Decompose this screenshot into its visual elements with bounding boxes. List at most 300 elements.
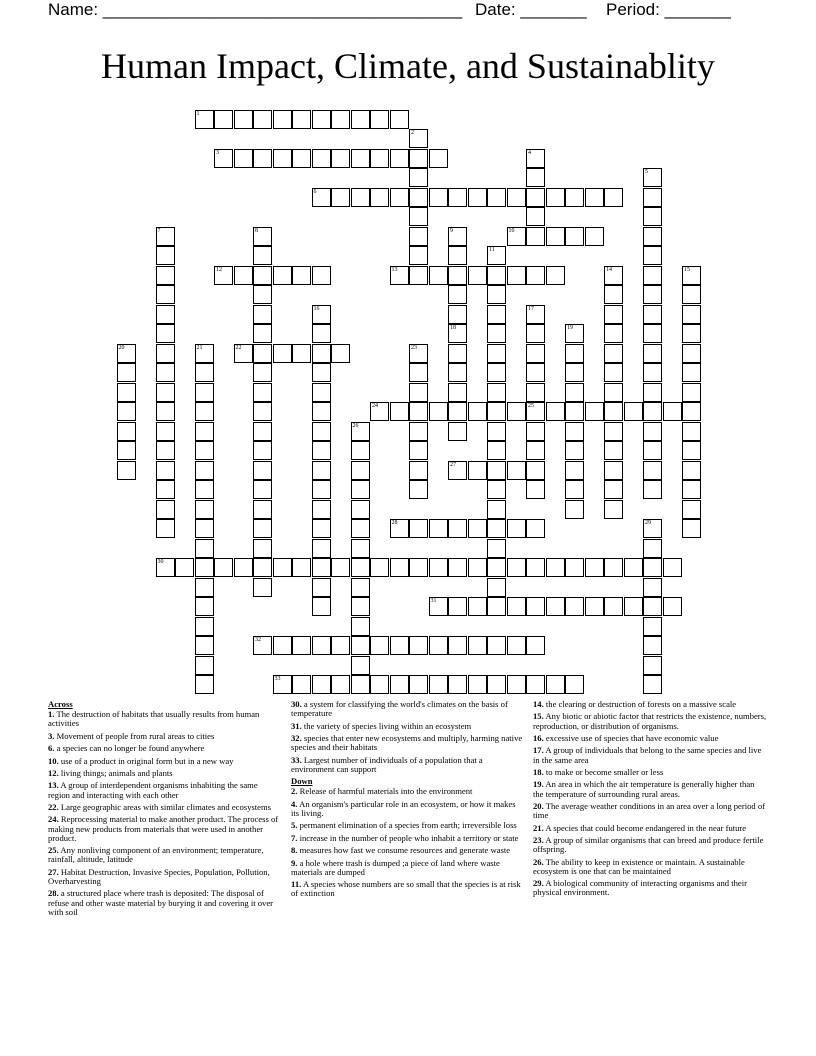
grid-cell[interactable] xyxy=(312,480,331,499)
grid-cell[interactable] xyxy=(487,188,506,207)
grid-cell[interactable] xyxy=(253,246,272,265)
grid-cell[interactable] xyxy=(604,480,623,499)
grid-cell[interactable] xyxy=(468,558,487,577)
grid-cell-13[interactable] xyxy=(390,266,409,285)
grid-cell[interactable] xyxy=(643,207,662,226)
grid-cell[interactable] xyxy=(565,558,584,577)
grid-cell[interactable] xyxy=(351,539,370,558)
grid-cell[interactable] xyxy=(526,675,545,694)
grid-cell[interactable] xyxy=(565,402,584,421)
grid-cell[interactable] xyxy=(156,402,175,421)
grid-cell[interactable] xyxy=(273,636,292,655)
grid-cell[interactable] xyxy=(663,558,682,577)
grid-cell[interactable] xyxy=(507,636,526,655)
grid-cell[interactable] xyxy=(682,519,701,538)
grid-cell[interactable] xyxy=(429,519,448,538)
grid-cell[interactable] xyxy=(351,149,370,168)
grid-cell[interactable] xyxy=(487,402,506,421)
grid-cell[interactable] xyxy=(292,344,311,363)
grid-cell[interactable] xyxy=(624,597,643,616)
grid-cell[interactable] xyxy=(175,558,194,577)
grid-cell[interactable] xyxy=(448,558,467,577)
grid-cell[interactable] xyxy=(253,383,272,402)
grid-cell[interactable] xyxy=(643,539,662,558)
grid-cell[interactable] xyxy=(409,149,428,168)
grid-cell[interactable] xyxy=(643,246,662,265)
grid-cell[interactable] xyxy=(351,597,370,616)
grid-cell[interactable] xyxy=(390,149,409,168)
grid-cell[interactable] xyxy=(409,519,428,538)
grid-cell[interactable] xyxy=(390,675,409,694)
grid-cell[interactable] xyxy=(448,266,467,285)
grid-cell-10[interactable] xyxy=(507,227,526,246)
grid-cell[interactable] xyxy=(292,110,311,129)
grid-cell[interactable] xyxy=(663,597,682,616)
grid-cell[interactable] xyxy=(156,305,175,324)
grid-cell[interactable] xyxy=(312,558,331,577)
grid-cell[interactable] xyxy=(487,266,506,285)
grid-cell[interactable] xyxy=(273,110,292,129)
grid-cell[interactable] xyxy=(312,461,331,480)
grid-cell[interactable] xyxy=(526,227,545,246)
grid-cell[interactable] xyxy=(526,597,545,616)
grid-cell[interactable] xyxy=(370,675,389,694)
grid-cell[interactable] xyxy=(448,422,467,441)
grid-cell[interactable] xyxy=(448,519,467,538)
grid-cell[interactable] xyxy=(312,344,331,363)
grid-cell[interactable] xyxy=(370,110,389,129)
grid-cell[interactable] xyxy=(429,188,448,207)
grid-cell[interactable] xyxy=(468,636,487,655)
grid-cell[interactable] xyxy=(390,402,409,421)
grid-cell[interactable] xyxy=(312,597,331,616)
grid-cell[interactable] xyxy=(526,324,545,343)
grid-cell[interactable] xyxy=(682,344,701,363)
grid-cell[interactable] xyxy=(468,675,487,694)
grid-cell[interactable] xyxy=(526,636,545,655)
grid-cell[interactable] xyxy=(214,558,233,577)
grid-cell[interactable] xyxy=(253,461,272,480)
grid-cell[interactable] xyxy=(312,441,331,460)
grid-cell[interactable] xyxy=(565,227,584,246)
grid-cell[interactable] xyxy=(331,558,350,577)
grid-cell[interactable] xyxy=(390,636,409,655)
grid-cell[interactable] xyxy=(468,266,487,285)
grid-cell[interactable] xyxy=(273,558,292,577)
grid-cell[interactable] xyxy=(487,383,506,402)
grid-cell[interactable] xyxy=(643,480,662,499)
grid-cell[interactable] xyxy=(643,285,662,304)
grid-cell[interactable] xyxy=(312,519,331,538)
grid-cell-31[interactable] xyxy=(429,597,448,616)
grid-cell[interactable] xyxy=(351,480,370,499)
grid-cell[interactable] xyxy=(507,188,526,207)
grid-cell[interactable] xyxy=(682,305,701,324)
grid-cell[interactable] xyxy=(156,266,175,285)
grid-cell[interactable] xyxy=(156,285,175,304)
grid-cell[interactable] xyxy=(351,461,370,480)
grid-cell[interactable] xyxy=(351,519,370,538)
grid-cell[interactable] xyxy=(351,500,370,519)
grid-cell[interactable] xyxy=(253,363,272,382)
grid-cell[interactable] xyxy=(409,227,428,246)
grid-cell[interactable] xyxy=(448,285,467,304)
grid-cell[interactable] xyxy=(565,441,584,460)
grid-cell[interactable] xyxy=(195,461,214,480)
grid-cell[interactable] xyxy=(487,305,506,324)
grid-cell[interactable] xyxy=(624,402,643,421)
grid-cell[interactable] xyxy=(234,266,253,285)
grid-cell[interactable] xyxy=(409,441,428,460)
grid-cell[interactable] xyxy=(331,110,350,129)
grid-cell[interactable] xyxy=(643,305,662,324)
grid-cell[interactable] xyxy=(253,500,272,519)
grid-cell[interactable] xyxy=(604,363,623,382)
grid-cell[interactable] xyxy=(604,461,623,480)
grid-cell[interactable] xyxy=(526,519,545,538)
grid-cell-1[interactable] xyxy=(195,110,214,129)
grid-cell[interactable] xyxy=(565,422,584,441)
grid-cell[interactable] xyxy=(409,636,428,655)
grid-cell[interactable] xyxy=(526,266,545,285)
grid-cell[interactable] xyxy=(448,636,467,655)
grid-cell[interactable] xyxy=(253,422,272,441)
grid-cell[interactable] xyxy=(253,324,272,343)
grid-cell-6[interactable] xyxy=(312,188,331,207)
grid-cell[interactable] xyxy=(565,383,584,402)
grid-cell[interactable] xyxy=(507,675,526,694)
grid-cell[interactable] xyxy=(429,675,448,694)
grid-cell[interactable] xyxy=(487,597,506,616)
grid-cell[interactable] xyxy=(526,422,545,441)
grid-cell[interactable] xyxy=(507,519,526,538)
grid-cell-26[interactable] xyxy=(351,422,370,441)
grid-cell[interactable] xyxy=(156,519,175,538)
grid-cell[interactable] xyxy=(312,266,331,285)
grid-cell[interactable] xyxy=(234,110,253,129)
grid-cell[interactable] xyxy=(292,558,311,577)
grid-cell[interactable] xyxy=(546,558,565,577)
grid-cell[interactable] xyxy=(253,480,272,499)
grid-cell-23[interactable] xyxy=(409,344,428,363)
grid-cell[interactable] xyxy=(682,402,701,421)
grid-cell[interactable] xyxy=(253,110,272,129)
grid-cell[interactable] xyxy=(468,519,487,538)
grid-cell[interactable] xyxy=(390,558,409,577)
grid-cell[interactable] xyxy=(565,363,584,382)
grid-cell[interactable] xyxy=(526,363,545,382)
grid-cell[interactable] xyxy=(526,188,545,207)
grid-cell[interactable] xyxy=(195,539,214,558)
grid-cell[interactable] xyxy=(409,168,428,187)
grid-cell-14[interactable] xyxy=(604,266,623,285)
grid-cell[interactable] xyxy=(312,636,331,655)
grid-cell[interactable] xyxy=(409,422,428,441)
grid-cell[interactable] xyxy=(117,461,136,480)
grid-cell[interactable] xyxy=(195,383,214,402)
grid-cell[interactable] xyxy=(214,110,233,129)
grid-cell[interactable] xyxy=(117,383,136,402)
grid-cell[interactable] xyxy=(351,188,370,207)
grid-cell[interactable] xyxy=(487,539,506,558)
grid-cell[interactable] xyxy=(156,324,175,343)
grid-cell[interactable] xyxy=(604,324,623,343)
grid-cell[interactable] xyxy=(409,480,428,499)
grid-cell[interactable] xyxy=(429,558,448,577)
grid-cell[interactable] xyxy=(643,402,662,421)
grid-cell[interactable] xyxy=(565,675,584,694)
grid-cell[interactable] xyxy=(682,480,701,499)
grid-cell[interactable] xyxy=(312,149,331,168)
grid-cell[interactable] xyxy=(565,461,584,480)
grid-cell[interactable] xyxy=(643,344,662,363)
grid-cell[interactable] xyxy=(507,266,526,285)
grid-cell[interactable] xyxy=(604,188,623,207)
grid-cell[interactable] xyxy=(604,441,623,460)
grid-cell[interactable] xyxy=(234,149,253,168)
grid-cell[interactable] xyxy=(565,188,584,207)
grid-cell[interactable] xyxy=(117,363,136,382)
grid-cell[interactable] xyxy=(585,227,604,246)
grid-cell[interactable] xyxy=(351,110,370,129)
grid-cell[interactable] xyxy=(643,383,662,402)
grid-cell[interactable] xyxy=(643,461,662,480)
grid-cell-18[interactable] xyxy=(448,324,467,343)
grid-cell[interactable] xyxy=(117,422,136,441)
grid-cell[interactable] xyxy=(273,149,292,168)
grid-cell[interactable] xyxy=(409,402,428,421)
grid-cell[interactable] xyxy=(565,480,584,499)
grid-cell[interactable] xyxy=(195,422,214,441)
grid-cell[interactable] xyxy=(487,285,506,304)
grid-cell[interactable] xyxy=(546,675,565,694)
grid-cell[interactable] xyxy=(546,188,565,207)
grid-cell[interactable] xyxy=(195,500,214,519)
grid-cell[interactable] xyxy=(448,188,467,207)
grid-cell[interactable] xyxy=(429,636,448,655)
grid-cell[interactable] xyxy=(156,461,175,480)
grid-cell[interactable] xyxy=(682,383,701,402)
grid-cell-33[interactable] xyxy=(273,675,292,694)
grid-cell[interactable] xyxy=(312,675,331,694)
grid-cell[interactable] xyxy=(643,597,662,616)
grid-cell[interactable] xyxy=(195,402,214,421)
grid-cell[interactable] xyxy=(643,266,662,285)
grid-cell[interactable] xyxy=(487,578,506,597)
grid-cell[interactable] xyxy=(312,363,331,382)
grid-cell[interactable] xyxy=(370,636,389,655)
grid-cell[interactable] xyxy=(409,266,428,285)
grid-cell[interactable] xyxy=(546,227,565,246)
grid-cell[interactable] xyxy=(468,188,487,207)
grid-cell[interactable] xyxy=(273,344,292,363)
grid-cell[interactable] xyxy=(468,597,487,616)
grid-cell[interactable] xyxy=(585,597,604,616)
grid-cell[interactable] xyxy=(526,344,545,363)
grid-cell[interactable] xyxy=(351,675,370,694)
grid-cell[interactable] xyxy=(253,344,272,363)
grid-cell[interactable] xyxy=(624,558,643,577)
grid-cell[interactable] xyxy=(565,500,584,519)
grid-cell[interactable] xyxy=(643,578,662,597)
grid-cell[interactable] xyxy=(682,363,701,382)
grid-cell[interactable] xyxy=(643,617,662,636)
grid-cell[interactable] xyxy=(604,402,623,421)
grid-cell[interactable] xyxy=(448,344,467,363)
grid-cell[interactable] xyxy=(643,441,662,460)
grid-cell[interactable] xyxy=(663,402,682,421)
grid-cell[interactable] xyxy=(370,188,389,207)
grid-cell[interactable] xyxy=(487,500,506,519)
grid-cell[interactable] xyxy=(682,285,701,304)
grid-cell[interactable] xyxy=(253,149,272,168)
grid-cell[interactable] xyxy=(156,344,175,363)
grid-cell[interactable] xyxy=(643,422,662,441)
grid-cell[interactable] xyxy=(487,324,506,343)
grid-cell[interactable] xyxy=(312,422,331,441)
grid-cell-17[interactable] xyxy=(526,305,545,324)
grid-cell[interactable] xyxy=(643,675,662,694)
grid-cell[interactable] xyxy=(643,324,662,343)
grid-cell-16[interactable] xyxy=(312,305,331,324)
grid-cell[interactable] xyxy=(448,402,467,421)
grid-cell[interactable] xyxy=(682,324,701,343)
grid-cell[interactable] xyxy=(546,266,565,285)
grid-cell[interactable] xyxy=(604,558,623,577)
grid-cell[interactable] xyxy=(682,422,701,441)
grid-cell[interactable] xyxy=(331,344,350,363)
grid-cell[interactable] xyxy=(468,402,487,421)
grid-cell[interactable] xyxy=(487,480,506,499)
grid-cell[interactable] xyxy=(253,558,272,577)
grid-cell-19[interactable] xyxy=(565,324,584,343)
grid-cell[interactable] xyxy=(156,441,175,460)
grid-cell-21[interactable] xyxy=(195,344,214,363)
grid-cell[interactable] xyxy=(429,402,448,421)
grid-cell[interactable] xyxy=(312,383,331,402)
grid-cell[interactable] xyxy=(156,246,175,265)
grid-cell[interactable] xyxy=(448,597,467,616)
grid-cell[interactable] xyxy=(253,578,272,597)
grid-cell-24[interactable] xyxy=(370,402,389,421)
grid-cell[interactable] xyxy=(448,305,467,324)
grid-cell[interactable] xyxy=(526,207,545,226)
grid-cell[interactable] xyxy=(682,441,701,460)
grid-cell-32[interactable] xyxy=(253,636,272,655)
grid-cell[interactable] xyxy=(487,344,506,363)
grid-cell[interactable] xyxy=(312,539,331,558)
grid-cell[interactable] xyxy=(351,558,370,577)
grid-cell[interactable] xyxy=(351,578,370,597)
grid-cell[interactable] xyxy=(526,168,545,187)
grid-cell[interactable] xyxy=(604,344,623,363)
grid-cell-30[interactable] xyxy=(156,558,175,577)
grid-cell[interactable] xyxy=(273,266,292,285)
grid-cell[interactable] xyxy=(195,636,214,655)
grid-cell[interactable] xyxy=(253,402,272,421)
grid-cell[interactable] xyxy=(195,597,214,616)
grid-cell[interactable] xyxy=(604,383,623,402)
grid-cell[interactable] xyxy=(195,578,214,597)
grid-cell[interactable] xyxy=(253,539,272,558)
grid-cell[interactable] xyxy=(312,402,331,421)
grid-cell[interactable] xyxy=(312,500,331,519)
grid-cell[interactable] xyxy=(195,363,214,382)
grid-cell[interactable] xyxy=(195,480,214,499)
grid-cell[interactable] xyxy=(312,324,331,343)
grid-cell[interactable] xyxy=(604,305,623,324)
grid-cell[interactable] xyxy=(448,363,467,382)
grid-cell[interactable] xyxy=(526,461,545,480)
grid-cell-9[interactable] xyxy=(448,227,467,246)
grid-cell[interactable] xyxy=(312,578,331,597)
grid-cell[interactable] xyxy=(156,383,175,402)
grid-cell[interactable] xyxy=(351,636,370,655)
grid-cell[interactable] xyxy=(409,558,428,577)
grid-cell[interactable] xyxy=(370,558,389,577)
grid-cell[interactable] xyxy=(195,617,214,636)
grid-cell[interactable] xyxy=(390,188,409,207)
grid-cell[interactable] xyxy=(487,558,506,577)
grid-cell-29[interactable] xyxy=(643,519,662,538)
grid-cell[interactable] xyxy=(409,461,428,480)
grid-cell[interactable] xyxy=(507,558,526,577)
grid-cell[interactable] xyxy=(234,558,253,577)
grid-cell[interactable] xyxy=(643,558,662,577)
grid-cell[interactable] xyxy=(487,441,506,460)
grid-cell[interactable] xyxy=(117,441,136,460)
grid-cell[interactable] xyxy=(585,188,604,207)
grid-cell[interactable] xyxy=(409,383,428,402)
grid-cell-15[interactable] xyxy=(682,266,701,285)
grid-cell-3[interactable] xyxy=(214,149,233,168)
grid-cell-2[interactable] xyxy=(409,129,428,148)
grid-cell-7[interactable] xyxy=(156,227,175,246)
grid-cell[interactable] xyxy=(585,558,604,577)
grid-cell-12[interactable] xyxy=(214,266,233,285)
grid-cell[interactable] xyxy=(117,402,136,421)
grid-cell[interactable] xyxy=(409,246,428,265)
grid-cell[interactable] xyxy=(546,402,565,421)
grid-cell[interactable] xyxy=(156,363,175,382)
grid-cell[interactable] xyxy=(331,636,350,655)
grid-cell[interactable] xyxy=(507,461,526,480)
grid-cell-25[interactable] xyxy=(526,402,545,421)
grid-cell[interactable] xyxy=(448,246,467,265)
grid-cell[interactable] xyxy=(409,675,428,694)
grid-cell[interactable] xyxy=(156,500,175,519)
grid-cell[interactable] xyxy=(507,402,526,421)
grid-cell[interactable] xyxy=(526,441,545,460)
grid-cell[interactable] xyxy=(351,441,370,460)
grid-cell-27[interactable] xyxy=(448,461,467,480)
grid-cell[interactable] xyxy=(604,597,623,616)
grid-cell[interactable] xyxy=(526,383,545,402)
grid-cell[interactable] xyxy=(643,188,662,207)
grid-cell[interactable] xyxy=(643,227,662,246)
grid-cell[interactable] xyxy=(604,422,623,441)
grid-cell[interactable] xyxy=(604,285,623,304)
grid-cell[interactable] xyxy=(565,344,584,363)
grid-cell[interactable] xyxy=(604,500,623,519)
grid-cell-4[interactable] xyxy=(526,149,545,168)
grid-cell[interactable] xyxy=(331,675,350,694)
grid-cell[interactable] xyxy=(585,402,604,421)
grid-cell[interactable] xyxy=(487,519,506,538)
grid-cell[interactable] xyxy=(195,558,214,577)
grid-cell[interactable] xyxy=(487,636,506,655)
grid-cell[interactable] xyxy=(429,266,448,285)
